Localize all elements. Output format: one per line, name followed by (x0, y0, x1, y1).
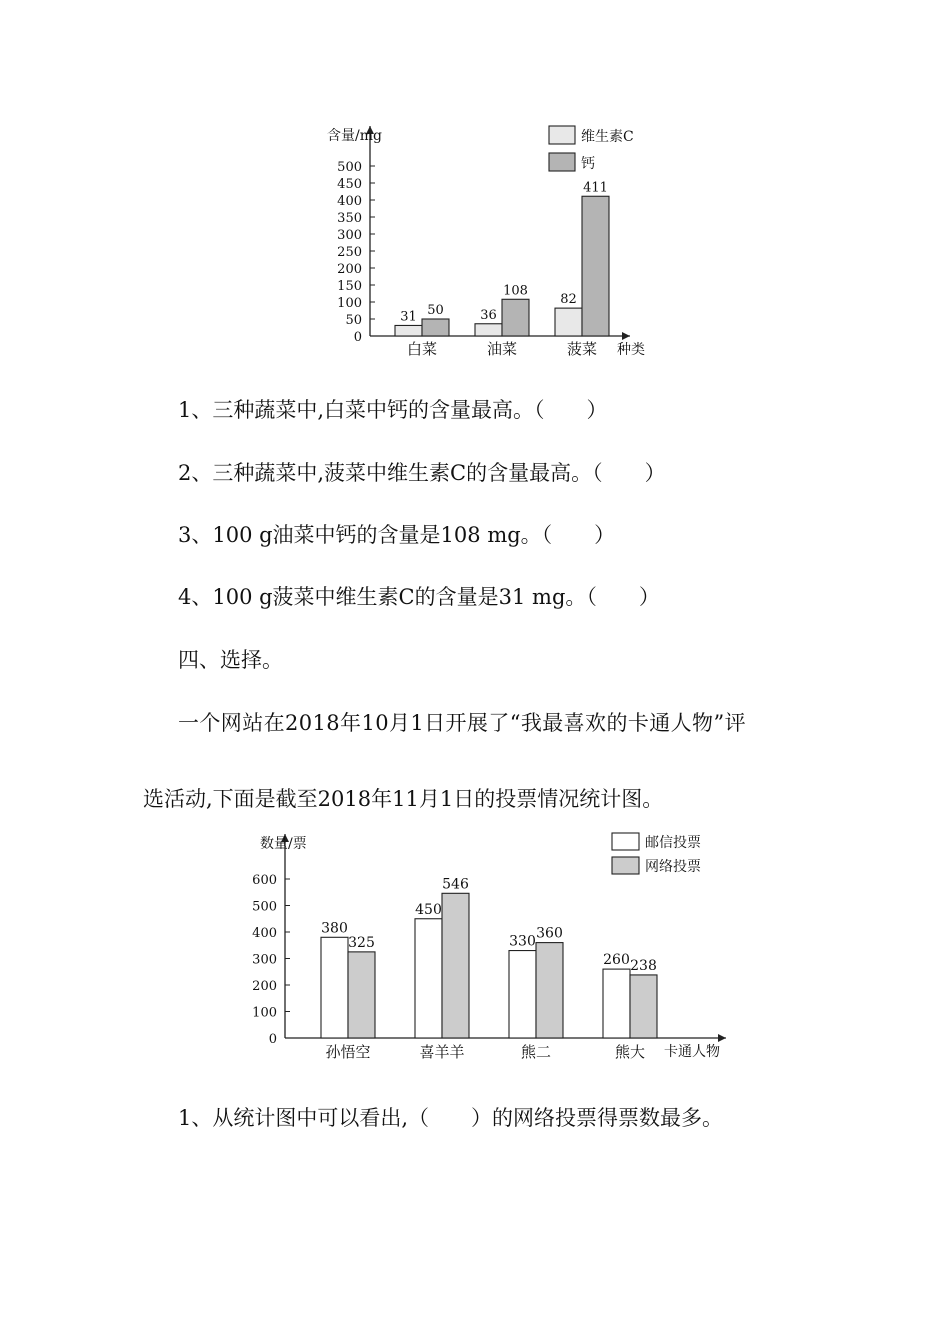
category-label: 喜羊羊 (419, 1043, 465, 1061)
legend-label: 网络投票 (645, 859, 701, 875)
data-label: 546 (442, 876, 469, 893)
intro-line-2: 选活动,下面是截至2018年11月1日的投票情况统计图。 (143, 787, 664, 811)
y-tick-label: 300 (337, 228, 362, 243)
legend-swatch (549, 126, 575, 144)
section-4-heading: 四、选择。 (178, 648, 283, 672)
y-tick-label: 300 (252, 952, 277, 968)
y-axis-title: 数量/票 (260, 836, 307, 852)
category-label: 熊大 (614, 1043, 646, 1061)
data-label: 360 (536, 925, 563, 942)
y-tick-label: 250 (337, 245, 362, 260)
y-tick-label: 200 (252, 979, 277, 994)
cartoon-vote-chart (250, 826, 740, 1066)
data-label: 380 (321, 920, 348, 937)
data-label: 238 (630, 957, 657, 974)
bar (395, 325, 422, 336)
legend-label: 邮信投票 (645, 835, 701, 851)
category-label: 孙悟空 (325, 1043, 371, 1061)
vegetable-nutrient-chart (325, 118, 660, 363)
intro-line-1: 一个网站在2018年10月1日开展了“我最喜欢的卡通人物”评 (178, 711, 746, 735)
data-label: 108 (503, 283, 528, 299)
category-label: 菠菜 (566, 340, 598, 358)
bar (509, 951, 536, 1038)
y-tick-label: 450 (337, 177, 362, 192)
y-tick-label: 0 (353, 330, 362, 345)
y-tick-label: 500 (252, 899, 277, 915)
bar (442, 893, 469, 1038)
bar (475, 324, 502, 336)
category-label: 白菜 (406, 340, 438, 358)
data-label: 330 (509, 933, 536, 950)
question-3-1: 1、三种蔬菜中,白菜中钙的含量最高。（ ） (178, 398, 608, 422)
question-4-1: 1、从统计图中可以看出,（ ）的网络投票得票数最多。 (178, 1106, 724, 1130)
data-label: 50 (427, 303, 444, 318)
data-label: 411 (583, 180, 608, 196)
y-tick-label: 50 (345, 313, 362, 328)
bar (502, 299, 529, 336)
y-tick-label: 0 (268, 1032, 277, 1047)
data-label: 31 (400, 309, 417, 325)
x-axis-arrow (718, 1034, 726, 1042)
bar (422, 319, 449, 336)
y-axis-title: 含量/mg (327, 128, 382, 144)
bar (321, 937, 348, 1038)
y-tick-label: 350 (337, 211, 362, 226)
y-tick-label: 200 (337, 262, 362, 277)
y-tick-label: 600 (252, 873, 277, 888)
legend-swatch (549, 153, 575, 171)
y-tick-label: 500 (337, 160, 362, 175)
category-label: 油菜 (486, 340, 518, 358)
y-tick-label: 400 (252, 926, 277, 941)
question-3-3: 3、100 g油菜中钙的含量是108 mg。（ ） (178, 523, 616, 547)
bar (348, 952, 375, 1038)
data-label: 82 (560, 292, 577, 308)
legend-label: 钙 (581, 156, 595, 172)
bar (415, 919, 442, 1038)
data-label: 36 (480, 307, 497, 323)
bar (630, 975, 657, 1038)
bar (603, 969, 630, 1038)
question-3-4: 4、100 g菠菜中维生素C的含量是31 mg。（ ） (178, 585, 660, 609)
y-tick-label: 100 (337, 296, 362, 311)
data-label: 260 (603, 952, 630, 969)
y-tick-label: 400 (337, 194, 362, 209)
x-axis-title: 卡通人物 (664, 1044, 720, 1060)
legend-swatch (612, 857, 639, 874)
data-label: 325 (348, 934, 375, 951)
y-tick-label: 150 (337, 279, 362, 294)
bar (555, 308, 582, 336)
data-label: 450 (415, 901, 442, 918)
category-label: 熊二 (520, 1043, 552, 1061)
x-axis-title: 种类 (617, 342, 645, 358)
x-axis-arrow (622, 332, 630, 340)
bar (536, 943, 563, 1038)
legend-swatch (612, 833, 639, 850)
question-3-2: 2、三种蔬菜中,菠菜中维生素C的含量最高。（ ） (178, 461, 666, 485)
legend-label: 维生素C (581, 129, 634, 145)
bar (582, 196, 609, 336)
y-tick-label: 100 (252, 1005, 277, 1021)
